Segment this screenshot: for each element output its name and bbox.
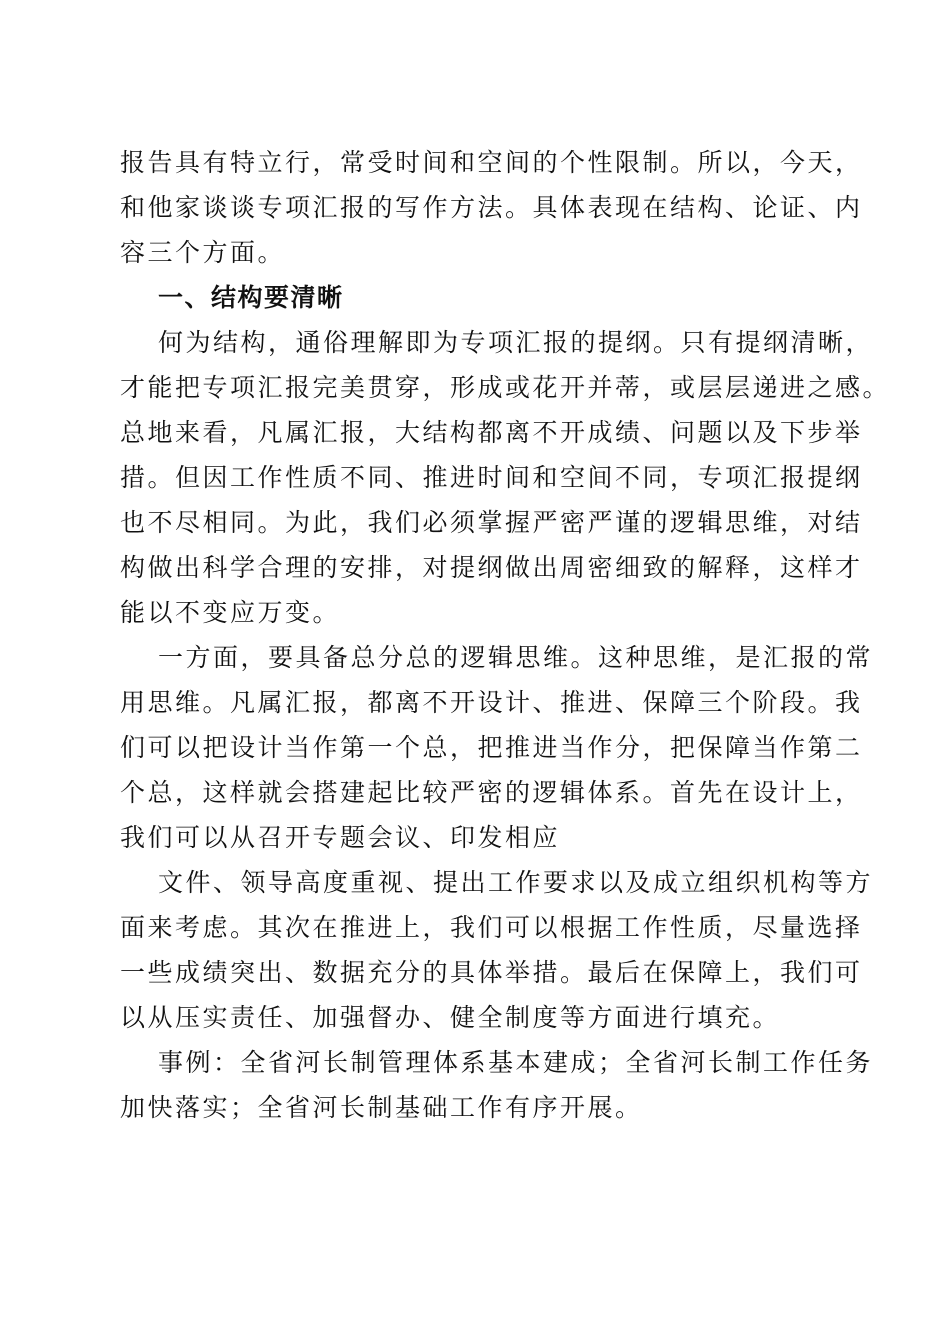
text-line: 以从压实责任、加强督办、健全制度等方面进行填充。 <box>120 1003 781 1032</box>
text-line: 个总，这样就会搭建起比较严密的逻辑体系。首先在设计上， <box>120 778 863 807</box>
text-line: 一些成绩突出、数据充分的具体举措。最后在保障上，我们可 <box>120 958 863 987</box>
text-line: 和他家谈谈专项汇报的写作方法。具体表现在结构、论证、内 <box>120 193 863 222</box>
text-line: 何为结构，通俗理解即为专项汇报的提纲。只有提纲清晰， <box>158 328 874 357</box>
text-line: 面来考虑。其次在推进上，我们可以根据工作性质，尽量选择 <box>120 913 863 942</box>
document-body <box>120 140 891 1130</box>
text-line: 才能把专项汇报完美贯穿，形成或花开并蒂，或层层递进之感。 <box>120 373 891 402</box>
text-line: 能以不变应万变。 <box>120 598 341 627</box>
intro-paragraph <box>120 140 863 275</box>
text-line: 一方面，要具备总分总的逻辑思维。这种思维，是汇报的常 <box>158 643 874 672</box>
paragraph-design-advance-guarantee <box>120 860 874 1040</box>
text-line: 构做出科学合理的安排，对提纲做出周密细致的解释，这样才 <box>120 553 863 582</box>
text-line: 也不尽相同。为此，我们必须掌握严密严谨的逻辑思维，对结 <box>120 508 863 537</box>
paragraph-total-part-total <box>120 635 874 860</box>
text-line: 措。但因工作性质不同、推进时间和空间不同，专项汇报提纲 <box>120 463 863 492</box>
text-line: 总地来看，凡属汇报，大结构都离不开成绩、问题以及下步举 <box>120 418 863 447</box>
text-line: 文件、领导高度重视、提出工作要求以及成立组织机构等方 <box>158 868 874 897</box>
text-line: 加快落实；全省河长制基础工作有序开展。 <box>120 1093 643 1122</box>
text-line: 容三个方面。 <box>120 238 286 267</box>
text-line: 们可以把设计当作第一个总，把推进当作分，把保障当作第二 <box>120 733 863 762</box>
text-line: 事例：全省河长制管理体系基本建成；全省河长制工作任务 <box>158 1048 874 1077</box>
section-heading: 一、结构要清晰 <box>158 283 344 312</box>
text-line: 我们可以从召开专题会议、印发相应 <box>120 823 561 852</box>
text-line: 报告具有特立行，常受时间和空间的个性限制。所以，今天， <box>120 148 863 177</box>
paragraph-example <box>120 1040 874 1130</box>
text-line: 用思维。凡属汇报，都离不开设计、推进、保障三个阶段。我 <box>120 688 863 717</box>
paragraph-structure-definition <box>120 320 891 635</box>
